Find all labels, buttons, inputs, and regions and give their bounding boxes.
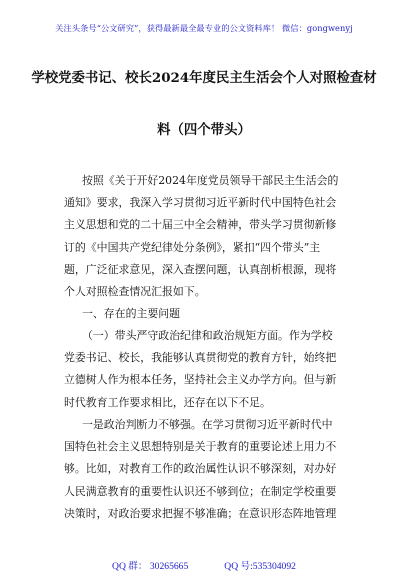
paragraph-line: 时代教育工作要求相比，还存在以下不足。 (64, 395, 271, 409)
paragraph-line: 题，广泛征求意见，深入查摆问题，认真剖析根源，现将 (64, 262, 337, 276)
paragraph-line: 个人对照检查情况汇报如下。 (64, 285, 206, 299)
paragraph-line: 国特色社会主义思想特别是关于教育的重要论述上用力不 (64, 440, 337, 454)
paragraph-line: 订的《中国共产党纪律处分条例》，紧扣“四个带头”主 (64, 240, 321, 254)
paragraph-line: 立德树人作为根本任务，坚持社会主义办学方向。但与新 (64, 373, 337, 387)
paragraph-line: 决策时，对政治要求把握不够准确；在意识形态阵地管理 (64, 506, 337, 520)
paragraph-line: （一）带头严守政治纪律和政治规矩方面。作为学校 (82, 329, 333, 342)
intro-paragraph (64, 170, 356, 303)
paragraph-line: 够。比如，对教育工作的政治属性认识不够深刻，对办好 (64, 462, 337, 476)
document-title-line-1: 学校党委书记、校长2024年度民主生活会个人对照检查材 (31, 70, 377, 86)
subsection-paragraph (64, 325, 356, 414)
paragraph-line: 按照《关于开好2024年度党员领导干部民主生活会的 (82, 174, 339, 187)
problem-paragraph (64, 414, 356, 525)
paragraph-line: 一是政治判断力不够强。在学习贯彻习近平新时代中 (82, 418, 333, 431)
paragraph-line: 人民满意教育的重要性认识还不够到位；在制定学校重要 (64, 484, 337, 498)
banner-text: 关注头条号“公文研究”，获得最新最全最专业的公文资料库！ 微信：gongwenyj (55, 22, 353, 33)
section-heading-text: 一、存在的主要问题 (82, 307, 181, 320)
qq-number-text: QQ 号:535304092 (224, 561, 296, 572)
qq-group-text: QQ 群： 30265665 (112, 561, 189, 572)
document-title-line-2: 料（四个带头） (157, 122, 251, 138)
paragraph-line: 主义思想和党的二十届三中全会精神，带头学习贯彻新修 (64, 218, 337, 232)
paragraph-line: 党委书记、校长，我能够认真贯彻党的教育方针，始终把 (64, 351, 337, 365)
section-heading (64, 303, 356, 325)
header-banner (0, 0, 408, 56)
footer-contact (0, 555, 408, 575)
paragraph-line: 通知》要求，我深入学习贯彻习近平新时代中国特色社会 (64, 196, 337, 210)
